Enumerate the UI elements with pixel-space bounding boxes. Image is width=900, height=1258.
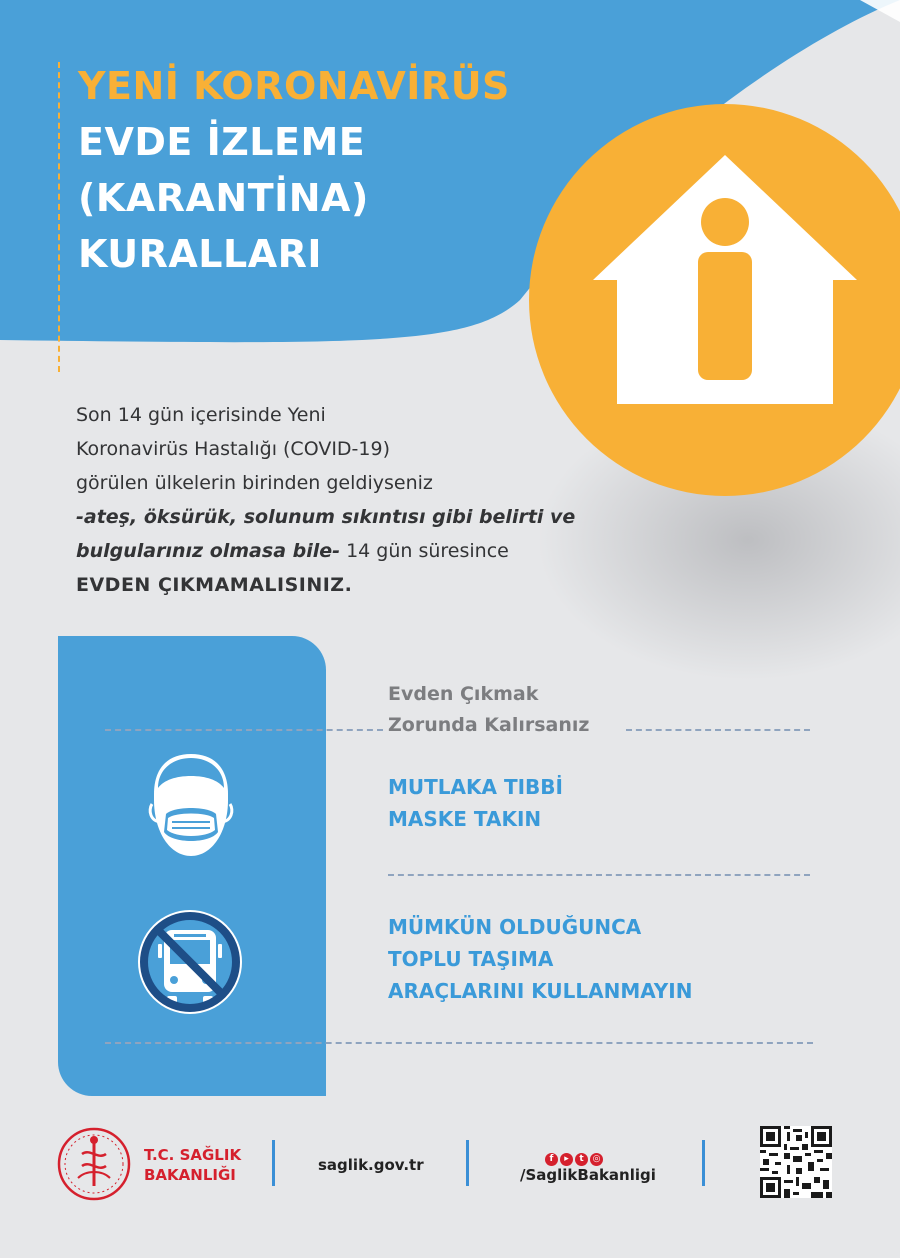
ministry-logo-icon [56, 1126, 132, 1202]
rule-transport-line-2: TOPLU TAŞIMA [388, 947, 554, 971]
intro-line-2: Koronavirüs Hastalığı (COVID-19) [76, 438, 390, 460]
qr-code-icon[interactable] [760, 1126, 832, 1198]
website-link[interactable]: saglik.gov.tr [318, 1156, 424, 1174]
condition-heading [388, 679, 589, 741]
condition-line-1: Evden Çıkmak [388, 683, 539, 705]
footer-divider-3 [702, 1140, 705, 1186]
person-head [701, 198, 749, 246]
intro-emphasis-2: bulgularınız olmasa bile- [76, 540, 341, 562]
twitter-icon[interactable]: t [575, 1153, 588, 1166]
ministry-name [144, 1145, 241, 1185]
rule-mask-line-2: MASKE TAKIN [388, 807, 542, 831]
ministry-name-line-2: BAKANLIĞI [144, 1166, 236, 1184]
intro-emphasis-1: -ateş, öksürük, solunum sıkıntısı gibi belirti ve [76, 506, 576, 528]
social-handle[interactable]: /SaglikBakanligi [520, 1166, 656, 1184]
footer-divider-1 [272, 1140, 275, 1186]
no-bus-icon [134, 906, 246, 1018]
intro-line-1: Son 14 gün içerisinde Yeni [76, 404, 326, 426]
title-dashed-line [58, 62, 60, 372]
page-title [78, 58, 510, 282]
instagram-icon[interactable]: ◎ [590, 1153, 603, 1166]
rule-transport-line-1: MÜMKÜN OLDUĞUNCA [388, 915, 642, 939]
intro-paragraph [76, 398, 616, 602]
rule-transport [388, 911, 692, 1007]
ministry-name-line-1: T.C. SAĞLIK [144, 1146, 242, 1164]
title-accent-line: YENİ KORONAVİRÜS [78, 64, 510, 108]
footer-divider-2 [466, 1140, 469, 1186]
title-line-2: (KARANTİNA) [78, 176, 369, 220]
face-mask-icon [148, 752, 234, 860]
facebook-icon[interactable]: f [545, 1153, 558, 1166]
intro-tail: 14 gün süresince [340, 540, 509, 562]
separator-middle [388, 874, 810, 876]
person-body [698, 252, 752, 380]
separator-top-right [626, 729, 810, 731]
title-line-3: KURALLARI [78, 232, 323, 276]
separator-top-left [105, 729, 383, 731]
rule-mask-line-1: MUTLAKA TIBBİ [388, 775, 563, 799]
intro-warning: EVDEN ÇIKMAMALISINIZ. [76, 574, 353, 596]
separator-bottom [105, 1042, 813, 1044]
youtube-icon[interactable]: ▸ [560, 1153, 573, 1166]
icon-panel [58, 636, 326, 1096]
rule-mask [388, 771, 563, 835]
title-line-1: EVDE İZLEME [78, 120, 366, 164]
rule-transport-line-3: ARAÇLARINI KULLANMAYIN [388, 979, 693, 1003]
social-icons [545, 1146, 605, 1166]
intro-line-3: görülen ülkelerin birinden geldiyseniz [76, 472, 433, 494]
condition-line-2: Zorunda Kalırsanız [388, 714, 590, 736]
